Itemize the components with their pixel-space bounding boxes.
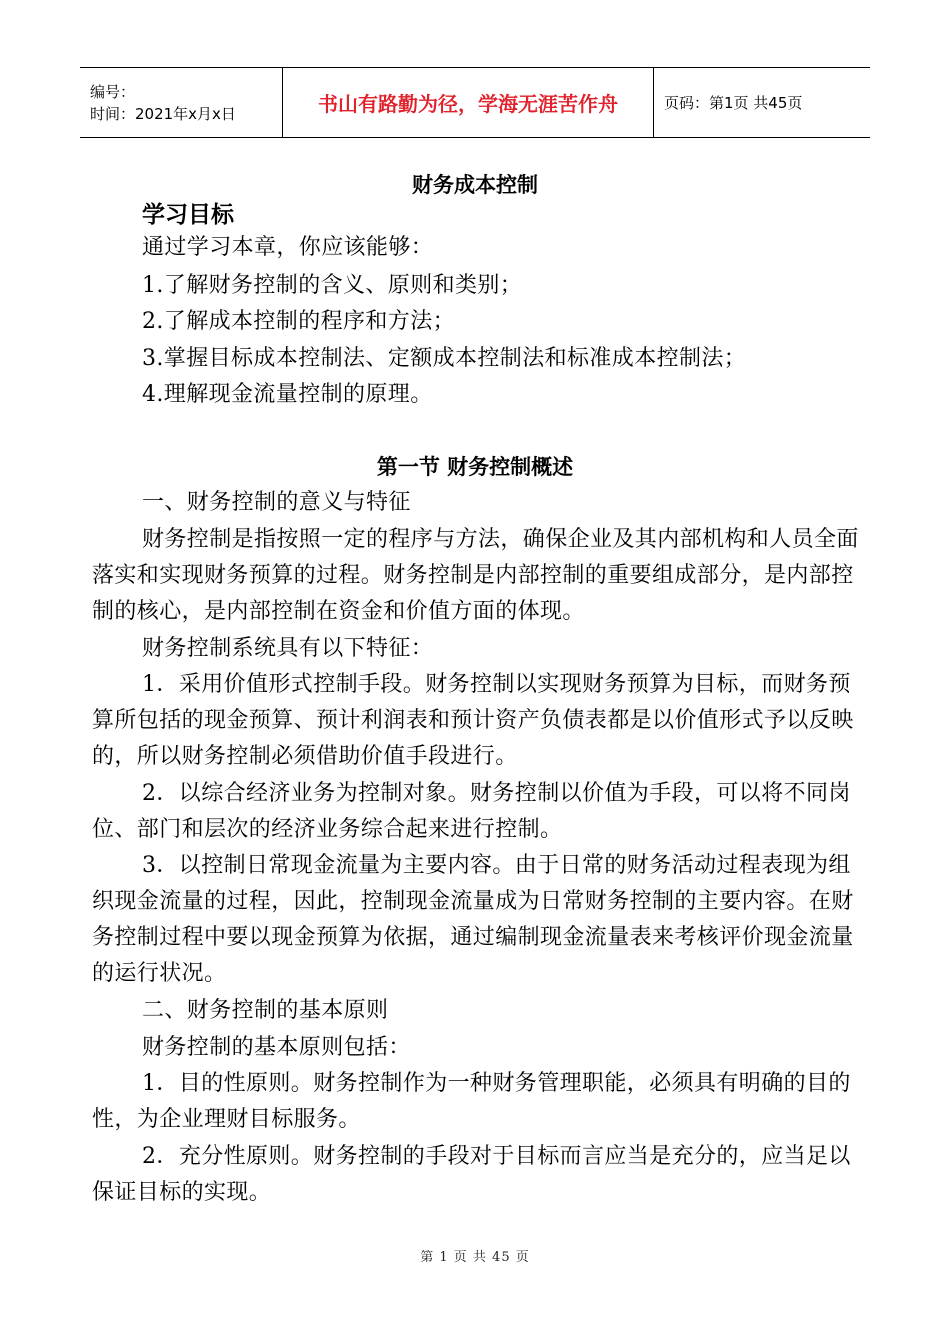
paragraph: 2．以综合经济业务为控制对象。财务控制以价值为手段，可以将不同岗位、部门和层次的经济业务综合起来进行控制。: [92, 781, 851, 842]
paragraph: 财务控制的基本原则包括：: [142, 1035, 411, 1060]
header-table: [80, 67, 870, 138]
time-label: 时间：2021年x月x日: [90, 104, 236, 123]
subsection-heading: 二、财务控制的基本原则: [142, 998, 389, 1023]
header-meta-cell: [80, 68, 283, 137]
section-title: 第一节 财务控制概述: [376, 455, 574, 479]
learning-goals-intro: 通过学习本章，你应该能够：: [142, 235, 434, 260]
motto-cell: [283, 68, 654, 137]
paragraph: 3．以控制日常现金流量为主要内容。由于日常的财务活动过程表现为组织现金流量的过程，因此，控制现金流量成为日常财务控制的主要内容。在财务控制过程中要以现金预算为依据，通过编制现金流量表来考核评价现金流量的运行状况。: [92, 853, 854, 986]
document-title: 财务成本控制: [412, 173, 538, 197]
paragraph: 财务控制是指按照一定的程序与方法，确保企业及其内部机构和人员全面落实和实现财务预算的过程。财务控制是内部控制的重要组成部分，是内部控制的核心，是内部控制在资金和价值方面的体现。: [92, 527, 859, 624]
learning-goal-item: 3.掌握目标成本控制法、定额成本控制法和标准成本控制法；: [142, 346, 747, 371]
number-label: 编号：: [90, 82, 136, 101]
paragraph: 1．目的性原则。财务控制作为一种财务管理职能，必须具有明确的目的性，为企业理财目标服务。: [92, 1071, 851, 1132]
paragraph: 1．采用价值形式控制手段。财务控制以实现财务预算为目标，而财务预算所包括的现金预算、预计利润表和预计资产负债表都是以价值形式予以反映的，所以财务控制必须借助价值手段进行。: [92, 672, 854, 769]
learning-goal-item: 2.了解成本控制的程序和方法；: [142, 309, 455, 334]
page-info-cell: [654, 68, 870, 137]
paragraph: 财务控制系统具有以下特征：: [142, 636, 434, 661]
learning-goals-heading: 学习目标: [142, 202, 234, 228]
motto-text: 书山有路勤为径，学海无涯苦作舟: [318, 92, 618, 116]
paragraph: 2．充分性原则。财务控制的手段对于目标而言应当是充分的，应当足以保证目标的实现。: [92, 1144, 851, 1205]
learning-goal-item: 4.理解现金流量控制的原理。: [142, 382, 433, 407]
subsection-heading: 一、财务控制的意义与特征: [142, 490, 411, 515]
learning-goal-item: 1.了解财务控制的含义、原则和类别；: [142, 273, 523, 298]
page-footer: 第 1 页 共 45 页: [420, 1250, 530, 1265]
page-info: 页码：第1页 共45页: [664, 94, 803, 112]
